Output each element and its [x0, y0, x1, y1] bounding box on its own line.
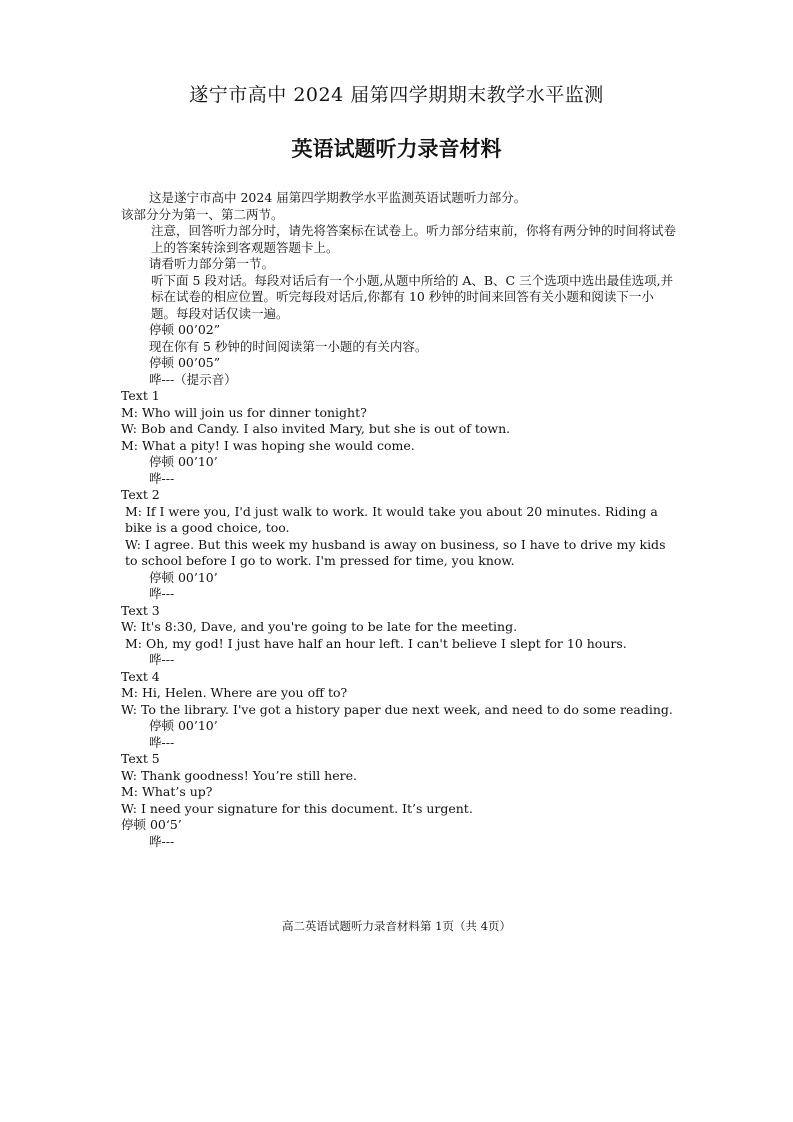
- dialogue-line: M: What’s up?: [121, 784, 213, 799]
- dialogue-line: W: I agree. But this week my husband is away on business, so I have to drive my kids to school before I go to work. I'm pressed for time, you know.: [125, 536, 666, 568]
- pause-marker: 停顿 00’10’: [149, 569, 218, 585]
- dialogue-line: M: Hi, Helen. Where are you off to?: [121, 685, 348, 700]
- intro-note: [121, 223, 677, 256]
- pause-marker: 停顿 00’02”: [149, 322, 221, 337]
- dialogue-line: W: I need your signature for this document. It’s urgent.: [121, 800, 473, 816]
- document-title: 遂宁市高中 2024 届第四学期期末教学水平监测: [189, 84, 604, 106]
- beep-marker: 哗---: [149, 833, 175, 849]
- intro-note-text: 注意，回答听力部分时，请先将答案标在试卷上。听力部分结束前，你将有两分钟的时间将试卷上的答案转涂到客观题答题卡上。: [151, 223, 677, 255]
- beep-marker: 哗---: [149, 586, 175, 601]
- pause-marker: 停顿 00’05”: [149, 355, 221, 370]
- text-label: Text 5: [121, 751, 160, 766]
- beep-marker: 哗---: [149, 734, 175, 750]
- dialogue-line: M: What a pity! I was hoping she would come.: [121, 437, 415, 453]
- intro-line: 这是遂宁市高中 2024 届第四学期教学水平监测英语试题听力部分。: [149, 190, 527, 205]
- dialogue-line: W: Bob and Candy. I also invited Mary, but she is out of town.: [121, 421, 511, 436]
- document-body: [121, 190, 677, 850]
- page-footer: 高二英语试题听力录音材料第 1页（共 4页）: [282, 919, 511, 933]
- beep-marker: 哗---: [149, 652, 175, 667]
- text-label: Text 2: [121, 487, 160, 502]
- intro-instructions: 听下面 5 段对话。每段对话后有一个小题,从题中所给的 A、B、C 三个选项中选出最佳选项,并标在试卷的相应位置。听完每段对话后,你都有 10 秒钟的时间来回答有关小题和阅读下一小题。每段对话仅读一遍。: [151, 272, 674, 321]
- intro-line: 该部分分为第一、第二两节。: [121, 206, 284, 222]
- document-subtitle: 英语试题听力录音材料: [291, 137, 502, 161]
- dialogue-line: M: Who will join us for dinner tonight?: [121, 404, 367, 420]
- dialogue-line: M: Oh, my god! I just have half an hour left. I can't believe I slept for 10 hours.: [125, 635, 627, 651]
- text-label: Text 3: [121, 602, 160, 618]
- intro-line: 请看听力部分第一节。: [149, 256, 275, 271]
- dialogue-line: W: Thank goodness! You’re still here.: [121, 767, 357, 783]
- beep-marker: 哗---（提示音）: [149, 371, 237, 387]
- dialogue-line: M: If I were you, I'd just walk to work. It would take you about 20 minutes. Riding a bike is a good choice, too.: [125, 503, 658, 535]
- pause-marker: 停顿 00’10’: [149, 454, 218, 469]
- pause-marker: 停顿 00’10’: [149, 718, 218, 733]
- dialogue-line: W: To the library. I've got a history paper due next week, and need to do some reading.: [121, 701, 673, 717]
- text-label: Text 1: [121, 388, 160, 403]
- beep-marker: 哗---: [149, 470, 175, 486]
- dialogue-line: W: It's 8:30, Dave, and you're going to be late for the meeting.: [121, 619, 518, 634]
- intro-line: 现在你有 5 秒钟的时间阅读第一小题的有关内容。: [149, 338, 428, 354]
- text-label: Text 4: [121, 668, 160, 684]
- pause-marker: 停顿 00‘5’: [121, 817, 182, 832]
